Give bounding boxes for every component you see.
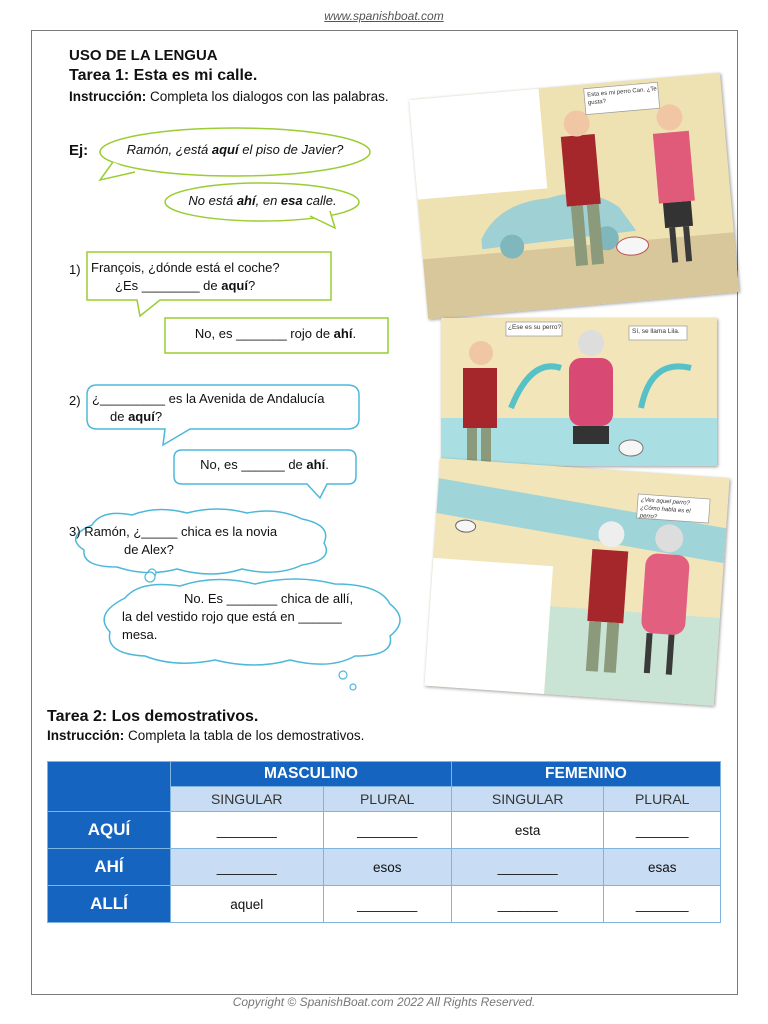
cell-aqui-fem-plural[interactable]: _______ (604, 812, 721, 849)
instruction-label: Instrucción: (69, 89, 147, 104)
photo-3-speech: ¿Ves aquel perro? ¿Cómo habla es el perro? (639, 497, 691, 521)
dialogue-1-answer: No, es _______ rojo de ahí. (194, 326, 357, 341)
row-label-aqui: AQUÍ (48, 812, 171, 849)
dialogue-1-question: François, ¿dónde está el coche? ¿Es ________ de aquí? (91, 260, 280, 293)
dialogue-3-question: 3) Ramón, ¿_____ chica es la novia de Alex? (69, 524, 278, 557)
section-title: USO DE LA LENGUA (69, 47, 218, 64)
cell-alli-fem-plural[interactable]: _______ (604, 886, 721, 923)
dialogue-3-number: 3) (69, 524, 81, 539)
table-corner (48, 762, 171, 812)
cell-aqui-masc-singular[interactable]: ________ (171, 812, 324, 849)
header-masculino: MASCULINO (171, 762, 452, 787)
photo-street-scene-1 (409, 73, 739, 319)
dialogue-2-question: ¿_________ es la Avenida de Andalucía de aquí? (92, 391, 325, 424)
subheader-masc-singular: SINGULAR (171, 787, 324, 812)
header-femenino: FEMENINO (451, 762, 720, 787)
row-label-ahi: AHÍ (48, 849, 171, 886)
example-answer-bubble-shape (160, 178, 370, 238)
instruction-text: Completa la tabla de los demostrativos. (124, 728, 365, 743)
cell-ahi-masc-plural: esos (323, 849, 451, 886)
cell-aqui-masc-plural[interactable]: ________ (323, 812, 451, 849)
dialogue-2-answer: No, es ______ de ahí. (200, 457, 329, 472)
example-label: Ej: (69, 142, 89, 159)
instruction-text: Completa los dialogos con las palabras. (146, 89, 389, 104)
subheader-masc-plural: PLURAL (323, 787, 451, 812)
photo-street-scene-2 (441, 318, 717, 466)
task2-instruction (47, 728, 364, 743)
subheader-fem-singular: SINGULAR (451, 787, 604, 812)
cell-alli-masc-singular: aquel (171, 886, 324, 923)
row-label-alli: ALLÍ (48, 886, 171, 923)
cell-aqui-fem-singular: esta (451, 812, 604, 849)
example-question: Ramón, ¿está aquí el piso de Javier? (126, 142, 344, 157)
table-row (48, 849, 721, 886)
subheader-fem-plural: PLURAL (604, 787, 721, 812)
table-row (48, 886, 721, 923)
instruction-label: Instrucción: (47, 728, 125, 743)
task1-title: Tarea 1: Esta es mi calle. (69, 67, 258, 84)
site-url[interactable]: www.spanishboat.com (324, 9, 444, 23)
photo-street-scene-3 (424, 458, 729, 706)
cell-alli-fem-singular[interactable]: ________ (451, 886, 604, 923)
task2-title: Tarea 2: Los demostrativos. (47, 708, 259, 725)
photo-2-speech-a: ¿Ese es su perro? (508, 324, 562, 331)
dialogue-2-answer-shape (172, 448, 362, 500)
illustration-1 (409, 73, 739, 319)
dialogue-1-number: 1) (69, 262, 81, 277)
copyright-footer: Copyright © SpanishBoat.com 2022 All Rights Reserved. (232, 995, 536, 1009)
demonstratives-table (47, 761, 721, 923)
dialogue-2-number: 2) (69, 393, 81, 408)
cell-ahi-masc-singular[interactable]: ________ (171, 849, 324, 886)
task1-instruction (69, 89, 389, 104)
illustration-2 (441, 318, 717, 466)
photo-2-speech-b: Sí, se llama Lila. (632, 328, 680, 335)
example-answer: No está ahí, en esa calle. (188, 193, 337, 208)
table-row (48, 812, 721, 849)
cell-ahi-fem-singular[interactable]: ________ (451, 849, 604, 886)
photo-1-speech: Esta es mi perro Can. ¿Te gusta? (587, 86, 657, 107)
cell-ahi-fem-plural: esas (604, 849, 721, 886)
illustration-3 (424, 458, 729, 706)
cell-alli-masc-plural[interactable]: ________ (323, 886, 451, 923)
dialogue-3-answer: No. Es _______ chica de allí, la del vestido rojo que está en ______ mesa. (122, 591, 354, 642)
